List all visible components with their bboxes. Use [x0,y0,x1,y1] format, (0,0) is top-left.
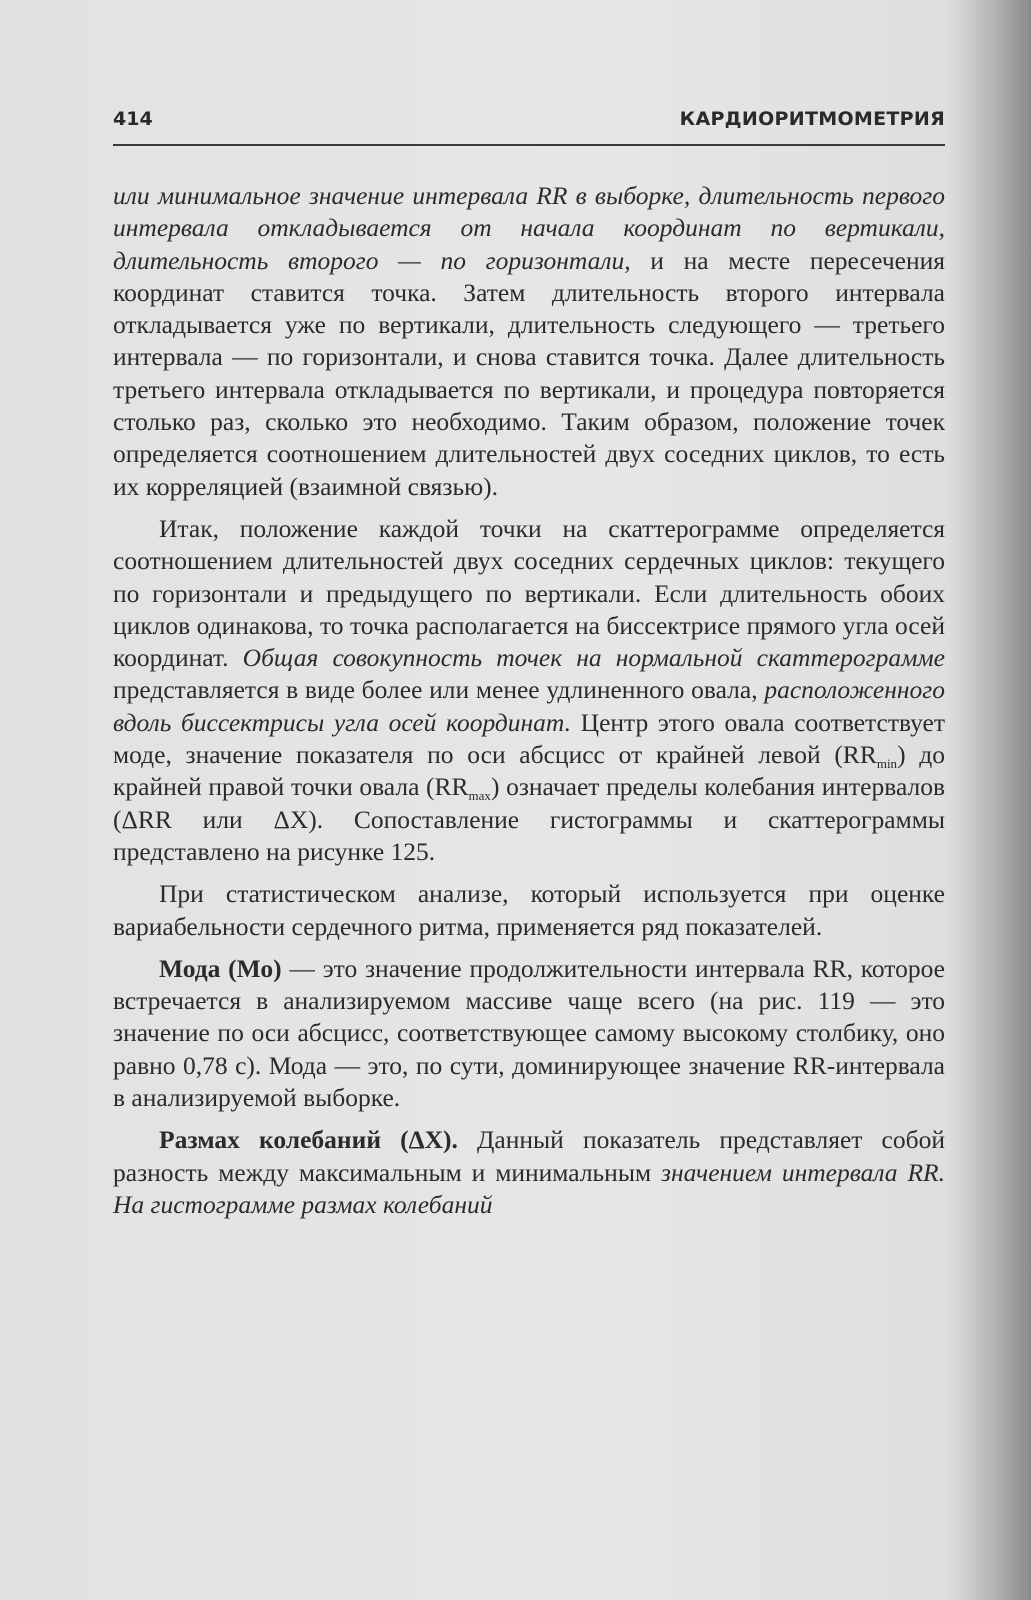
subscript-min: min [876,756,898,772]
paragraph-1-italic: или минимальное значение интервала RR в выборке, длительность первого интервала откладывается от начала координат по вертикали, длительность второго — по горизонтали, [113,181,945,275]
paragraph-5 [113,1124,945,1221]
paragraph-4 [113,953,945,1114]
paragraph-5-italic: значением интервала RR. На гистограмме размах колебаний [113,1157,945,1219]
paragraph-5-text: Данный показатель представляет собой разность между максимальным и минимальным [113,1125,945,1187]
subscript-max: max [468,788,491,804]
paragraph-3 [113,878,945,943]
body-text [113,180,945,1221]
paragraph-2 [113,513,945,868]
paragraph-2-text-e: ) означает пределы колебания интервалов (ΔRR или ΔX). Сопоставление гистограммы и скаттерограммы представлено на рисунке 125. [113,772,945,866]
running-head: КАРДИОРИТМОМЕТРИЯ [679,108,945,130]
paragraph-1-text: и на месте пересечения координат ставится точка. Затем длительность второго интервала откладывается уже по вертикали, длительность следующего — третьего интервала — по горизонтали, и снова ставится точка. Далее длительность третьего интервала откладывается по вертикали, и процедура повторяется столько раз, сколько это необходимо. Таким образом, положение точек определяется соотношением длительностей двух соседних циклов, то есть их корреляцией (взаимной связью). [113,245,945,501]
paragraph-2-italic-b: расположенного вдоль биссектрисы угла осей координат. [113,675,945,737]
paragraph-2-text-d: ) до крайней правой точки овала (RR [113,740,946,802]
paragraph-2-italic-a: Общая совокупность точек на нормальной скаттерограмме [242,643,945,673]
paragraph-4-text: — это значение продолжительности интервала RR, которое встречается в анализируемом массиве чаще всего (на рис. 119 — это значение по оси абсцисс, соответствующее самому высокому столбику, оно равно 0,78 с). Мода — это, по сути, доминирующее значение RR-интервала в анализируемой выборке. [113,953,945,1113]
paragraph-2-text-c: Центр этого овала соответствует моде, значение показателя по оси абсцисс от крайней левой (RR [113,707,946,770]
page-number: 414 [113,108,153,130]
term-mode: Мода (Мо) [159,953,282,983]
paragraph-2-text-b: представляется в виде более или менее удлиненного овала, [113,675,765,705]
paragraph-2-text-a: Итак, положение каждой точки на скаттерограмме определяется соотношением длительностей двух соседних сердечных циклов: текущего по горизонтали и предыдущего по вертикали. Если длительность обоих циклов одинакова, то точка располагается на биссектрисе прямого угла осей координат. [113,513,945,673]
term-range: Размах колебаний (ΔX). [159,1125,458,1155]
paragraph-1 [113,180,945,503]
paragraph-3-text: При статистическом анализе, который используется при оценке вариабельности сердечного ритма, применяется ряд показателей. [113,879,945,941]
page-header [113,104,945,146]
